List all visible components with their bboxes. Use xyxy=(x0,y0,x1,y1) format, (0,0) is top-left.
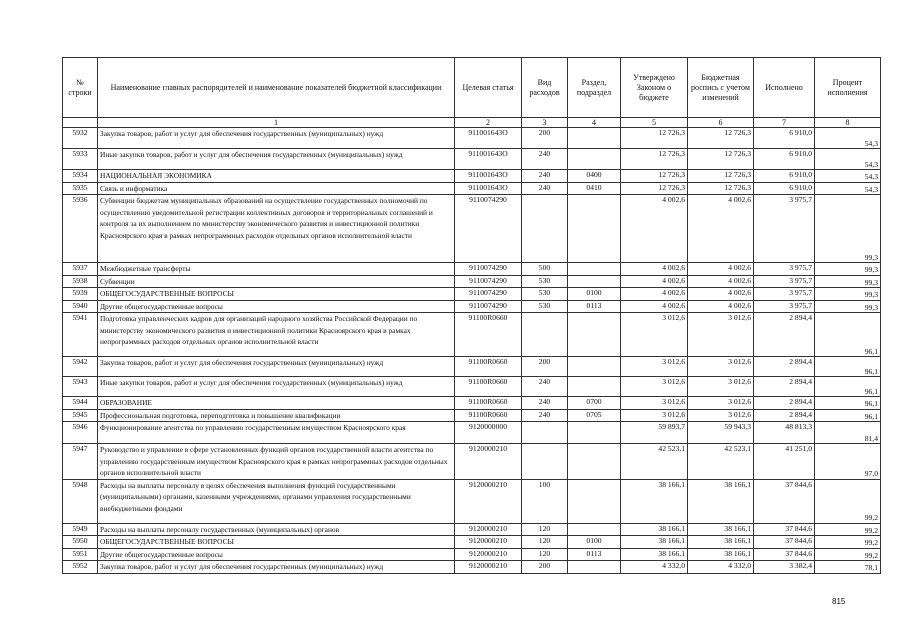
row-approved: 3 012,6 xyxy=(621,397,688,410)
row-number: 5938 xyxy=(63,275,98,288)
table-row xyxy=(63,182,881,195)
row-budget-list: 38 166,1 xyxy=(688,479,754,523)
header-name: Наименование главных распорядителей и наименование показателей бюджетной классификации xyxy=(98,58,455,118)
row-number: 5936 xyxy=(63,195,98,263)
row-approved: 42 523,1 xyxy=(621,444,688,480)
table-header xyxy=(63,58,881,128)
row-executed: 6 910,0 xyxy=(754,149,815,170)
row-percent: 99,3 xyxy=(815,263,881,276)
row-percent: 54,3 xyxy=(815,149,881,170)
row-number: 5945 xyxy=(63,409,98,422)
row-approved: 3 012,6 xyxy=(621,313,688,357)
budget-table-sheet xyxy=(62,57,880,574)
row-target-article: 91100R0660 xyxy=(455,357,522,377)
row-executed: 6 910,0 xyxy=(754,182,815,195)
header-expense-type: Вид расходов xyxy=(522,58,568,118)
row-section xyxy=(568,523,621,536)
row-name: Другие общегосударственные вопросы xyxy=(98,548,455,561)
row-approved: 12 726,3 xyxy=(621,128,688,149)
row-target-article: 9120000210 xyxy=(455,548,522,561)
row-number: 5942 xyxy=(63,357,98,377)
row-target-article: 9110074290 xyxy=(455,288,522,301)
row-section xyxy=(568,195,621,263)
row-approved: 4 002,6 xyxy=(621,195,688,263)
row-executed: 2 894,4 xyxy=(754,397,815,410)
table-row xyxy=(63,288,881,301)
header-target-article: Целевая статья xyxy=(455,58,522,118)
row-budget-list: 4 332,0 xyxy=(688,561,754,574)
row-expense-type: 240 xyxy=(522,182,568,195)
row-budget-list: 3 012,6 xyxy=(688,377,754,397)
row-name: ОБЩЕГОСУДАРСТВЕННЫЕ ВОПРОСЫ xyxy=(98,536,455,549)
row-approved: 12 726,3 xyxy=(621,182,688,195)
row-executed: 41 251,0 xyxy=(754,444,815,480)
table-row xyxy=(63,444,881,480)
column-number: 7 xyxy=(754,118,815,128)
row-percent: 99,3 xyxy=(815,300,881,313)
row-approved: 38 166,1 xyxy=(621,536,688,549)
row-executed: 3 975,7 xyxy=(754,195,815,263)
row-executed: 48 813,3 xyxy=(754,422,815,444)
row-number: 5943 xyxy=(63,377,98,397)
row-executed: 37 844,6 xyxy=(754,479,815,523)
row-section xyxy=(568,444,621,480)
table-row xyxy=(63,300,881,313)
row-target-article: 91100R0660 xyxy=(455,397,522,410)
row-percent: 96,1 xyxy=(815,409,881,422)
row-approved: 12 726,3 xyxy=(621,170,688,183)
column-number: 6 xyxy=(688,118,754,128)
row-budget-list: 12 726,3 xyxy=(688,149,754,170)
row-expense-type: 530 xyxy=(522,288,568,301)
row-budget-list: 38 166,1 xyxy=(688,523,754,536)
row-percent: 97,0 xyxy=(815,444,881,480)
row-target-article: 9120000000 xyxy=(455,422,522,444)
table-body xyxy=(63,128,881,574)
row-section xyxy=(568,479,621,523)
row-name: Субвенции бюджетам муниципальных образований на осуществление государственных полномочий по осуществлению уведомительной регистрации коллективных договоров и территориальных соглашений и контроля за их выполнением по министерству экономического развития и инвестиционной политики Красноярского края в рамках непрограммных расходов отдельных органов исполнительной власти xyxy=(98,195,455,263)
row-percent: 54,3 xyxy=(815,170,881,183)
header-row-no: № строки xyxy=(63,58,98,118)
column-number-row xyxy=(63,118,881,128)
row-name: Руководство и управление в сфере установленных функций органов государственной власти агентства по управлению государственным имуществом Красноярского края в рамках непрограммных расходов отдельных органов исполнительной власти xyxy=(98,444,455,480)
row-expense-type: 500 xyxy=(522,263,568,276)
row-budget-list: 12 726,3 xyxy=(688,170,754,183)
row-budget-list: 42 523,1 xyxy=(688,444,754,480)
row-section xyxy=(568,275,621,288)
row-target-article: 91100R0660 xyxy=(455,313,522,357)
row-target-article: 911001643О xyxy=(455,149,522,170)
row-section xyxy=(568,561,621,574)
table-row xyxy=(63,479,881,523)
row-executed: 2 894,4 xyxy=(754,409,815,422)
column-number: 5 xyxy=(621,118,688,128)
table-row xyxy=(63,523,881,536)
row-name: НАЦИОНАЛЬНАЯ ЭКОНОМИКА xyxy=(98,170,455,183)
row-percent: 99,2 xyxy=(815,479,881,523)
row-section xyxy=(568,313,621,357)
row-expense-type: 530 xyxy=(522,275,568,288)
row-name: Межбюджетные трансферты xyxy=(98,263,455,276)
row-target-article: 911001643О xyxy=(455,170,522,183)
row-section xyxy=(568,422,621,444)
row-expense-type: 530 xyxy=(522,300,568,313)
row-name: Профессиональная подготовка, переподготовка и повышение квалификации xyxy=(98,409,455,422)
row-expense-type: 120 xyxy=(522,548,568,561)
row-name: Закупка товаров, работ и услуг для обеспечения государственных (муниципальных) нужд xyxy=(98,357,455,377)
row-budget-list: 3 012,6 xyxy=(688,313,754,357)
table-row xyxy=(63,263,881,276)
table-row xyxy=(63,548,881,561)
row-target-article: 9120000210 xyxy=(455,536,522,549)
row-budget-list: 4 002,6 xyxy=(688,300,754,313)
row-section: 0100 xyxy=(568,536,621,549)
row-target-article: 9110074290 xyxy=(455,195,522,263)
row-percent: 96,1 xyxy=(815,357,881,377)
row-target-article: 911001643О xyxy=(455,182,522,195)
header-section: Раздел, подраздел xyxy=(568,58,621,118)
row-percent: 96,1 xyxy=(815,397,881,410)
row-expense-type xyxy=(522,195,568,263)
row-percent: 99,3 xyxy=(815,288,881,301)
row-approved: 4 002,6 xyxy=(621,300,688,313)
row-name: Подготовка управленческих кадров для организаций народного хозяйства Российской Федерации по министерству экономического развития и инвестиционной политики Красноярского края в рамках непрограммных расходов отдельных органов исполнительной власти xyxy=(98,313,455,357)
row-number: 5950 xyxy=(63,536,98,549)
row-percent: 81,4 xyxy=(815,422,881,444)
row-section xyxy=(568,357,621,377)
column-number: 8 xyxy=(815,118,881,128)
header-approved: Утверждено Законом о бюджете xyxy=(621,58,688,118)
row-budget-list: 4 002,6 xyxy=(688,288,754,301)
row-percent: 99,3 xyxy=(815,195,881,263)
row-budget-list: 12 726,3 xyxy=(688,128,754,149)
row-target-article: 9110074290 xyxy=(455,263,522,276)
row-budget-list: 12 726,3 xyxy=(688,182,754,195)
row-approved: 4 002,6 xyxy=(621,288,688,301)
row-number: 5933 xyxy=(63,149,98,170)
row-approved: 4 332,0 xyxy=(621,561,688,574)
row-section xyxy=(568,128,621,149)
row-percent: 99,3 xyxy=(815,275,881,288)
header-budget-list: Бюджетная роспись с учетом изменений xyxy=(688,58,754,118)
row-section: 0100 xyxy=(568,288,621,301)
row-number: 5934 xyxy=(63,170,98,183)
column-number-blank xyxy=(63,118,98,128)
row-executed: 37 844,6 xyxy=(754,536,815,549)
row-executed: 2 894,4 xyxy=(754,313,815,357)
row-expense-type xyxy=(522,444,568,480)
row-executed: 3 975,7 xyxy=(754,275,815,288)
row-target-article: 9120000210 xyxy=(455,561,522,574)
row-executed: 37 844,6 xyxy=(754,523,815,536)
row-percent: 54,3 xyxy=(815,128,881,149)
row-number: 5944 xyxy=(63,397,98,410)
row-name: Расходы на выплаты персоналу государственных (муниципальных) органов xyxy=(98,523,455,536)
row-budget-list: 3 012,6 xyxy=(688,409,754,422)
row-budget-list: 3 012,6 xyxy=(688,397,754,410)
row-section: 0700 xyxy=(568,397,621,410)
table-row xyxy=(63,536,881,549)
header-percent: Процент исполнения xyxy=(815,58,881,118)
row-approved: 4 002,6 xyxy=(621,263,688,276)
row-section: 0410 xyxy=(568,182,621,195)
row-number: 5940 xyxy=(63,300,98,313)
row-section: 0705 xyxy=(568,409,621,422)
row-number: 5952 xyxy=(63,561,98,574)
row-number: 5946 xyxy=(63,422,98,444)
row-expense-type: 200 xyxy=(522,357,568,377)
table-row xyxy=(63,377,881,397)
table-row xyxy=(63,275,881,288)
row-section xyxy=(568,149,621,170)
row-name: Иные закупки товаров, работ и услуг для обеспечения государственных (муниципальных) нужд xyxy=(98,149,455,170)
column-number: 3 xyxy=(522,118,568,128)
row-percent: 78,1 xyxy=(815,561,881,574)
row-approved: 38 166,1 xyxy=(621,548,688,561)
row-target-article: 91100R0660 xyxy=(455,409,522,422)
column-number: 4 xyxy=(568,118,621,128)
row-name: Закупка товаров, работ и услуг для обеспечения государственных (муниципальных) нужд xyxy=(98,128,455,149)
row-name: Закупка товаров, работ и услуг для обеспечения государственных (муниципальных) нужд xyxy=(98,561,455,574)
row-number: 5947 xyxy=(63,444,98,480)
page-number: 815 xyxy=(832,597,846,606)
column-number: 2 xyxy=(455,118,522,128)
row-approved: 12 726,3 xyxy=(621,149,688,170)
row-percent: 99,2 xyxy=(815,548,881,561)
row-approved: 4 002,6 xyxy=(621,275,688,288)
row-percent: 99,2 xyxy=(815,536,881,549)
row-section: 0400 xyxy=(568,170,621,183)
row-section: 0113 xyxy=(568,548,621,561)
row-executed: 2 894,4 xyxy=(754,377,815,397)
row-executed: 6 910,0 xyxy=(754,170,815,183)
row-executed: 3 975,7 xyxy=(754,300,815,313)
row-number: 5937 xyxy=(63,263,98,276)
row-expense-type xyxy=(522,422,568,444)
table-row xyxy=(63,422,881,444)
row-budget-list: 38 166,1 xyxy=(688,536,754,549)
row-name: ОБЩЕГОСУДАРСТВЕННЫЕ ВОПРОСЫ xyxy=(98,288,455,301)
row-budget-list: 3 012,6 xyxy=(688,357,754,377)
row-executed: 3 382,4 xyxy=(754,561,815,574)
row-section: 0113 xyxy=(568,300,621,313)
row-section xyxy=(568,263,621,276)
row-expense-type: 200 xyxy=(522,128,568,149)
row-name: Иные закупки товаров, работ и услуг для обеспечения государственных (муниципальных) нужд xyxy=(98,377,455,397)
row-target-article: 91100R0660 xyxy=(455,377,522,397)
table-row xyxy=(63,128,881,149)
row-name: Связь и информатика xyxy=(98,182,455,195)
row-number: 5941 xyxy=(63,313,98,357)
row-approved: 59 893,7 xyxy=(621,422,688,444)
row-executed: 2 894,4 xyxy=(754,357,815,377)
row-expense-type: 240 xyxy=(522,149,568,170)
row-budget-list: 4 002,6 xyxy=(688,195,754,263)
row-executed: 6 910,0 xyxy=(754,128,815,149)
table-row xyxy=(63,409,881,422)
row-expense-type: 240 xyxy=(522,377,568,397)
table-row xyxy=(63,357,881,377)
row-expense-type: 240 xyxy=(522,397,568,410)
row-percent: 96,1 xyxy=(815,377,881,397)
row-expense-type: 240 xyxy=(522,170,568,183)
row-target-article: 911001643О xyxy=(455,128,522,149)
row-approved: 38 166,1 xyxy=(621,479,688,523)
row-name: Субвенции xyxy=(98,275,455,288)
header-executed: Исполнено xyxy=(754,58,815,118)
table-row xyxy=(63,397,881,410)
row-number: 5948 xyxy=(63,479,98,523)
row-executed: 37 844,6 xyxy=(754,548,815,561)
row-number: 5935 xyxy=(63,182,98,195)
row-percent: 54,3 xyxy=(815,182,881,195)
row-name: ОБРАЗОВАНИЕ xyxy=(98,397,455,410)
budget-execution-table xyxy=(62,57,881,574)
row-target-article: 9120000210 xyxy=(455,444,522,480)
row-target-article: 9120000210 xyxy=(455,479,522,523)
row-expense-type: 120 xyxy=(522,523,568,536)
row-percent: 96,1 xyxy=(815,313,881,357)
row-expense-type: 200 xyxy=(522,561,568,574)
row-name: Расходы на выплаты персоналу в целях обеспечения выполнения функций государственными (муниципальными) органами, казенными учреждениями, органами управления государственными внебюджетными фондами xyxy=(98,479,455,523)
row-approved: 38 166,1 xyxy=(621,523,688,536)
row-budget-list: 4 002,6 xyxy=(688,263,754,276)
row-expense-type: 120 xyxy=(522,536,568,549)
row-number: 5939 xyxy=(63,288,98,301)
row-expense-type: 240 xyxy=(522,409,568,422)
row-number: 5951 xyxy=(63,548,98,561)
row-approved: 3 012,6 xyxy=(621,377,688,397)
row-target-article: 9110074290 xyxy=(455,275,522,288)
row-number: 5949 xyxy=(63,523,98,536)
table-row xyxy=(63,561,881,574)
table-row xyxy=(63,149,881,170)
row-expense-type xyxy=(522,313,568,357)
row-executed: 3 975,7 xyxy=(754,263,815,276)
row-approved: 3 012,6 xyxy=(621,357,688,377)
table-row xyxy=(63,195,881,263)
row-percent: 99,2 xyxy=(815,523,881,536)
row-approved: 3 012,6 xyxy=(621,409,688,422)
row-budget-list: 4 002,6 xyxy=(688,275,754,288)
row-budget-list: 59 943,3 xyxy=(688,422,754,444)
table-row xyxy=(63,313,881,357)
row-section xyxy=(568,377,621,397)
row-name: Функционирование агентства по управлению государственным имуществом Красноярского края xyxy=(98,422,455,444)
row-budget-list: 38 166,1 xyxy=(688,548,754,561)
row-executed: 3 975,7 xyxy=(754,288,815,301)
table-row xyxy=(63,170,881,183)
column-number: 1 xyxy=(98,118,455,128)
row-target-article: 9120000210 xyxy=(455,523,522,536)
row-target-article: 9110074290 xyxy=(455,300,522,313)
row-expense-type: 100 xyxy=(522,479,568,523)
row-number: 5932 xyxy=(63,128,98,149)
row-name: Другие общегосударственные вопросы xyxy=(98,300,455,313)
